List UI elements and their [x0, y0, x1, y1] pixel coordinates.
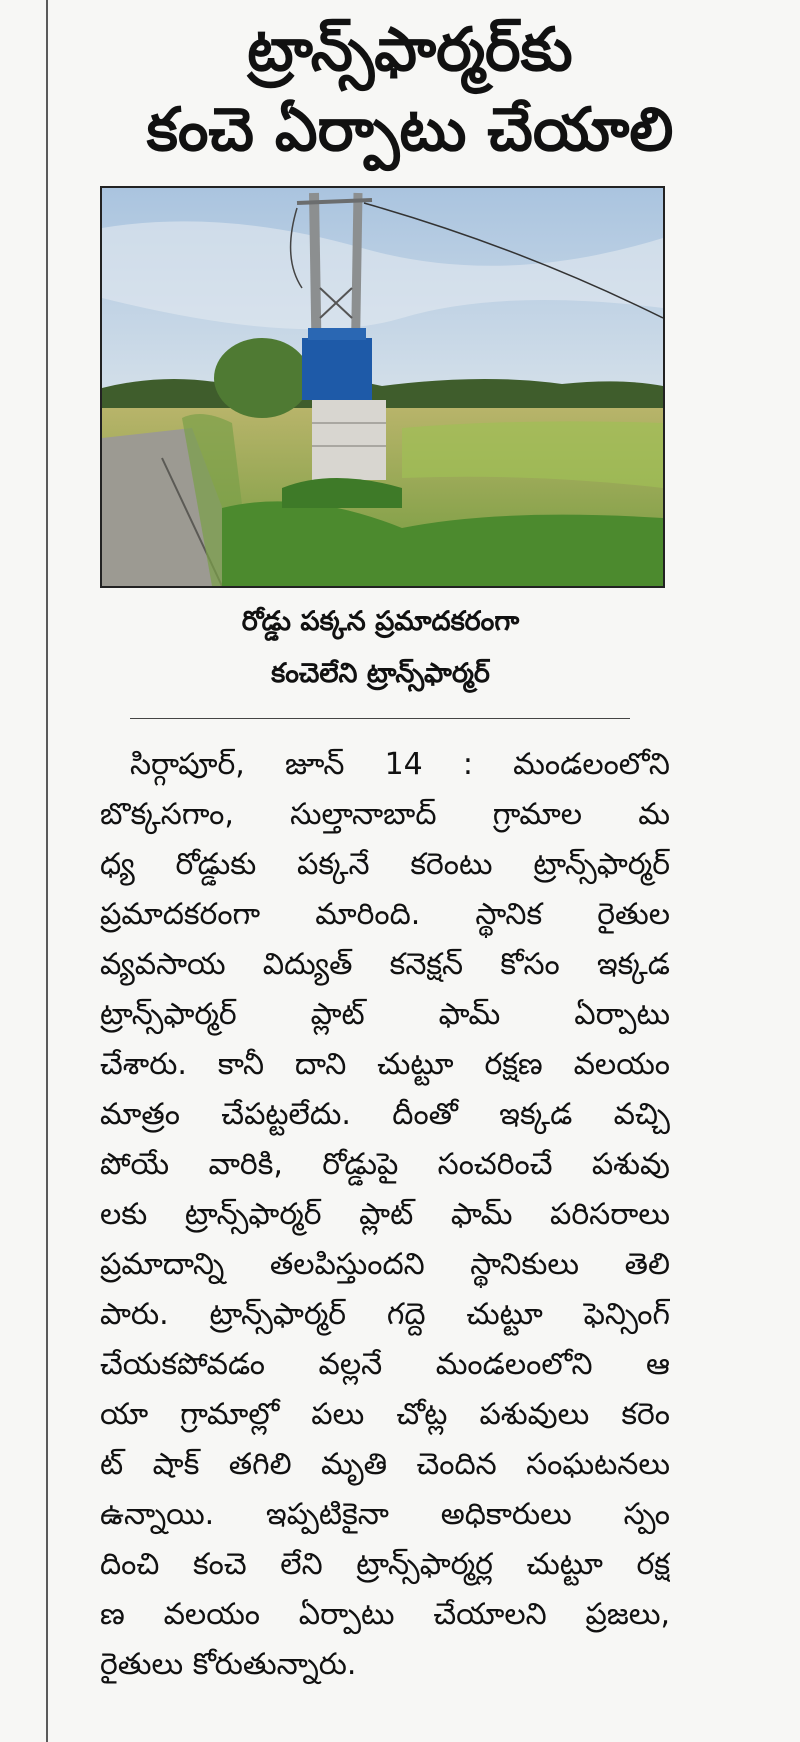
body-line: వ్యవసాయ విద్యుత్ కనెక్షన్ కోసం ఇక్కడ — [100, 947, 670, 982]
headline-line-2: కంచె ఏర్పాటు చేయాలి — [146, 95, 674, 165]
photo-scene — [102, 188, 663, 586]
body-line: ధ్య రోడ్డుకు పక్కనే కరెంటు ట్రాన్స్‌ఫార్మర్ — [100, 847, 670, 882]
headline-line-1: ట్రాన్స్‌ఫార్మర్‌కు — [247, 15, 573, 85]
body-line: లకు ట్రాన్స్‌ఫార్మర్ ప్లాట్ ఫామ్ పరిసరాలు — [100, 1197, 670, 1232]
body-line: ణ వలయం ఏర్పాటు చేయాలని ప్రజలు, — [100, 1597, 670, 1632]
body-line: బొక్కసగాం, సుల్తానాబాద్ గ్రామాల మ — [100, 797, 670, 832]
body-line: దించి కంచె లేని ట్రాన్స్‌ఫార్మర్ల చుట్టూ రక్ష — [100, 1547, 670, 1582]
photo-caption-line-1: రోడ్డు పక్కన ప్రమాదకరంగా — [241, 606, 520, 637]
photo-caption-line-2: కంచెలేని ట్రాన్స్‌ఫార్మర్ — [271, 658, 490, 689]
caption-divider — [130, 718, 630, 719]
body-line: రైతులు కోరుతున్నారు. — [100, 1647, 357, 1682]
column-divider — [46, 0, 48, 1742]
body-line: ప్రమాదకరంగా మారింది. స్థానిక రైతుల — [100, 897, 670, 932]
body-line: ట్రాన్స్‌ఫార్మర్ ప్లాట్ ఫామ్ ఏర్పాటు — [100, 997, 670, 1032]
body-line: ప్రమాదాన్ని తలపిస్తుందని స్థానికులు తెలి — [100, 1247, 670, 1282]
body-line: ఉన్నాయి. ఇప్పటికైనా అధికారులు స్పం — [100, 1497, 670, 1532]
body-line: యా గ్రామాల్లో పలు చోట్ల పశువులు కరెం — [100, 1397, 670, 1432]
body-line: పారు. ట్రాన్స్‌ఫార్మర్ గద్దె చుట్టూ ఫెన్సింగ్ — [100, 1297, 670, 1332]
body-line: సిర్గాపూర్‌, జూన్ 14 : మండలంలోని — [130, 747, 670, 782]
transformer-photo — [100, 186, 665, 588]
body-line: చేయకపోవడం వల్లనే మండలంలోని ఆ — [100, 1347, 670, 1382]
body-line: ట్ షాక్ తగిలి మృతి చెందిన సంఘటనలు — [100, 1447, 670, 1482]
body-line: చేశారు. కానీ దాని చుట్టూ రక్షణ వలయం — [100, 1047, 670, 1082]
body-line: మాత్రం చేపట్టలేదు. దీంతో ఇక్కడ వచ్చి — [100, 1097, 670, 1132]
body-line: పోయే వారికి, రోడ్డుపై సంచరించే పశువు — [100, 1147, 670, 1182]
